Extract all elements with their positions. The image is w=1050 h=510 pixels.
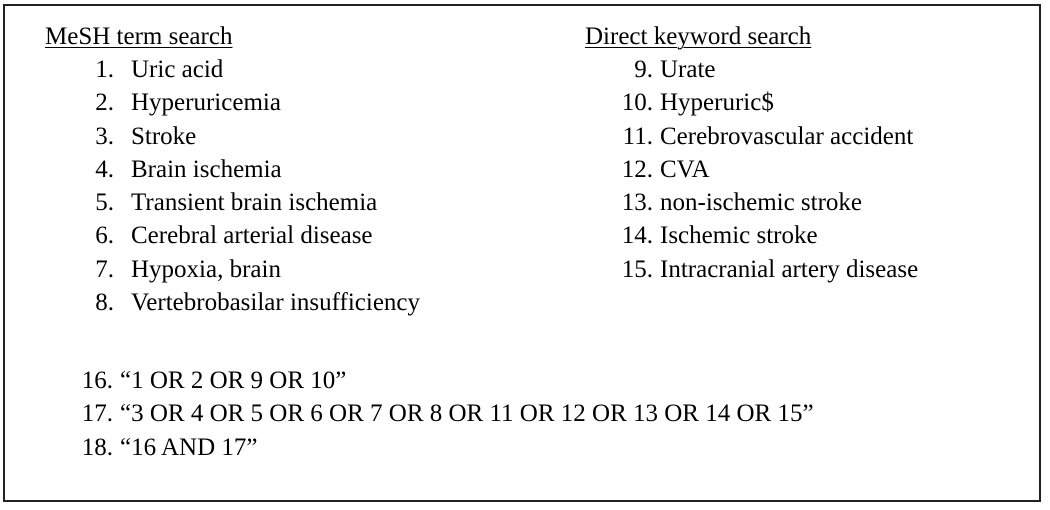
- item-text: Hyperuric$: [660, 89, 774, 117]
- item-text: “3 OR 4 OR 5 OR 6 OR 7 OR 8 OR 11 OR 12 OR 13 OR 14 OR 15”: [120, 400, 814, 428]
- item-number: 18.: [81, 433, 113, 461]
- item-text: Uric acid: [131, 56, 224, 83]
- mesh-term-list: [45, 53, 420, 319]
- item-number: 6.: [95, 222, 114, 250]
- item-number: 13.: [621, 189, 653, 217]
- combined-search-section: [45, 364, 814, 464]
- keyword-list: [585, 53, 918, 286]
- list-item: [45, 120, 420, 153]
- item-number: 9.: [634, 56, 653, 83]
- list-item: [45, 153, 420, 186]
- item-text: Brain ischemia: [131, 155, 282, 183]
- item-text: “16 AND 17”: [120, 433, 258, 461]
- item-text: Vertebrobasilar insufficiency: [131, 289, 421, 317]
- search-strategy-box: [3, 4, 1041, 502]
- list-item: [45, 397, 814, 430]
- list-item: [45, 364, 814, 397]
- list-item: [45, 219, 420, 252]
- item-number: 4.: [95, 155, 114, 183]
- list-item: [45, 431, 814, 464]
- list-item: [45, 286, 420, 319]
- list-item: [45, 186, 420, 219]
- item-text: Stroke: [131, 122, 197, 150]
- keyword-search-column: [585, 20, 918, 286]
- item-text: Urate: [660, 56, 716, 83]
- item-number: 11.: [622, 122, 653, 150]
- item-number: 12.: [621, 155, 653, 183]
- item-number: 16.: [81, 367, 113, 394]
- list-item: [585, 253, 918, 286]
- item-text: Ischemic stroke: [660, 222, 818, 250]
- mesh-search-column: [45, 20, 420, 319]
- item-text: Cerebral arterial disease: [131, 222, 373, 250]
- item-number: 14.: [621, 222, 653, 250]
- list-item: [585, 120, 918, 153]
- list-item: [45, 53, 420, 86]
- item-text: Cerebrovascular accident: [660, 122, 914, 150]
- mesh-search-heading: MeSH term search: [45, 23, 233, 50]
- keyword-search-heading: Direct keyword search: [585, 23, 812, 50]
- item-number: 8.: [95, 289, 114, 317]
- list-item: [585, 219, 918, 252]
- item-text: “1 OR 2 OR 9 OR 10”: [120, 367, 347, 394]
- list-item: [585, 53, 918, 86]
- item-number: 2.: [95, 89, 114, 117]
- item-number: 5.: [95, 189, 114, 217]
- list-item: [45, 86, 420, 119]
- list-item: [45, 253, 420, 286]
- item-number: 1.: [95, 56, 114, 83]
- item-number: 15.: [621, 255, 653, 283]
- item-text: Hyperuricemia: [131, 89, 281, 117]
- list-item: [585, 153, 918, 186]
- item-number: 17.: [81, 400, 113, 428]
- item-text: non-ischemic stroke: [660, 189, 863, 217]
- item-text: Transient brain ischemia: [131, 189, 378, 217]
- item-number: 10.: [621, 89, 653, 117]
- combined-query-list: [45, 364, 814, 464]
- item-text: Intracranial artery disease: [660, 255, 919, 283]
- list-item: [585, 186, 918, 219]
- item-text: Hypoxia, brain: [131, 255, 281, 283]
- item-number: 7.: [95, 255, 114, 283]
- item-number: 3.: [95, 122, 114, 150]
- item-text: CVA: [660, 155, 710, 183]
- list-item: [585, 86, 918, 119]
